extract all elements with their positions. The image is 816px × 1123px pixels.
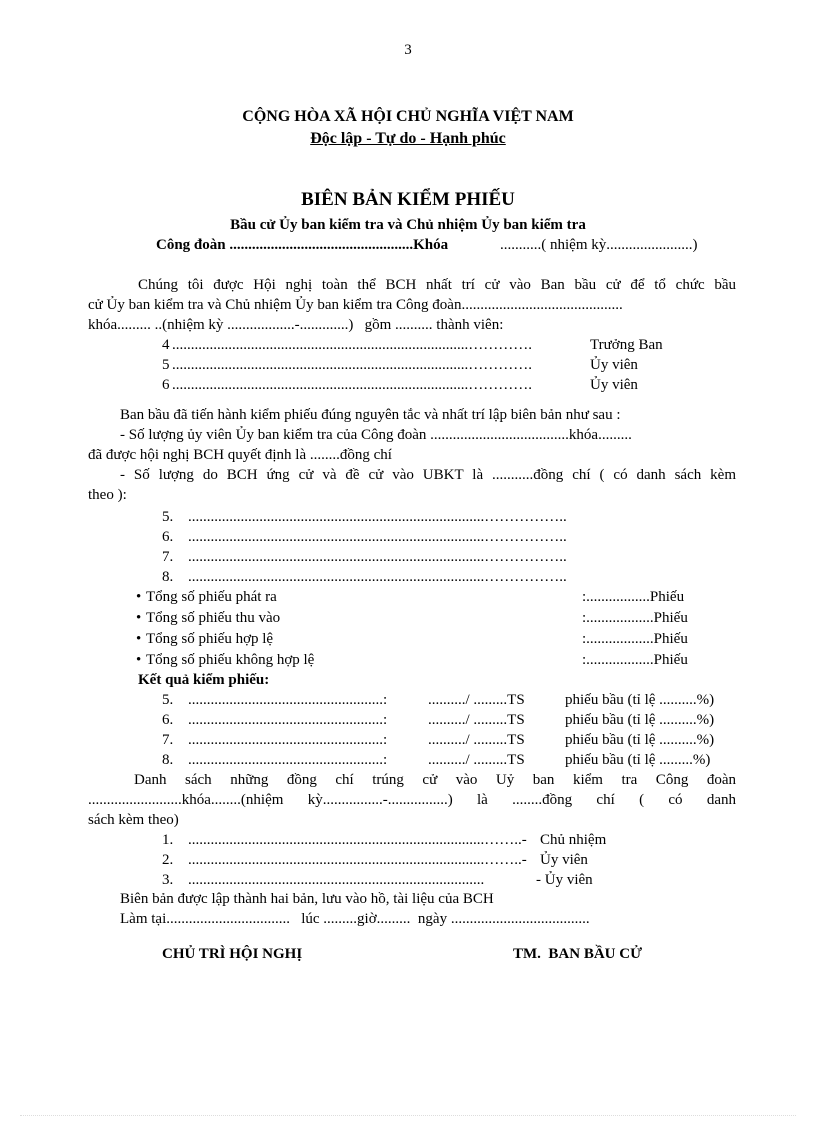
winner-dots: ...............................................................................	[188, 872, 485, 888]
bullet-icon: •	[136, 631, 142, 647]
page-number: 3	[404, 42, 412, 58]
result-number: 5.	[162, 692, 174, 708]
closing-line-1: Biên bản được lập thành hai bản, lưu vào hồ, tài liệu của BCH	[120, 891, 494, 907]
page-bottom-rule	[20, 1115, 796, 1116]
process-line-2: - Số lượng ủy viên Ủy ban kiểm tra của Công đoàn .....................................khóa.........	[120, 427, 632, 443]
nation-header: CỘNG HÒA XÃ HỘI CHỦ NGHĨA VIỆT NAM	[242, 108, 574, 125]
term-line: ...........( nhiệm kỳ.......................)	[500, 237, 698, 253]
result-number: 7.	[162, 732, 174, 748]
union-line: Công đoàn .................................................Khóa	[156, 237, 449, 253]
candidate-dots: ...............................................................................……………..	[188, 529, 567, 545]
member-dots: ...............................................................................………….	[172, 337, 532, 353]
winners-line-1: Danh sách những đồng chí trúng cử vào Uỷ ban kiểm tra Công đoàn	[134, 772, 736, 788]
signature-chair: CHỦ TRÌ HỘI NGHỊ	[162, 946, 303, 962]
document-title: BIÊN BẢN KIỂM PHIẾU	[301, 189, 515, 210]
result-number: 6.	[162, 712, 174, 728]
ballot-label: Tổng số phiếu phát ra	[146, 589, 277, 605]
winners-line-3: sách kèm theo)	[88, 812, 179, 828]
winners-line-2: .........................khóa........(nhiệm kỳ................-................) là ........đồng chí ( có danh	[88, 792, 736, 808]
intro-line-2: cử Ủy ban kiểm tra và Chủ nhiệm Ủy ban kiểm tra Công đoàn...........................................	[88, 297, 623, 313]
candidate-number: 7.	[162, 549, 174, 565]
member-role: Ủy viên	[590, 357, 638, 373]
intro-line-1: Chúng tôi được Hội nghị toàn thể BCH nhất trí cử vào Ban bầu cử để tổ chức bầu	[138, 277, 736, 293]
member-role: Trưởng Ban	[590, 337, 663, 353]
process-line-3: đã được hội nghị BCH quyết định là ........đồng chí	[88, 447, 392, 463]
result-name: ....................................................:	[188, 732, 388, 748]
ballot-label: Tổng số phiếu thu vào	[146, 610, 281, 626]
result-name: ....................................................:	[188, 712, 388, 728]
member-dots: ...............................................................................………….	[172, 357, 532, 373]
signature-election-board: TM. BAN BẦU CỬ	[513, 946, 643, 962]
winner-role: Chủ nhiệm	[540, 832, 607, 848]
candidate-dots: ...............................................................................……………..	[188, 509, 567, 525]
winner-number: 3.	[162, 872, 174, 888]
result-number: 8.	[162, 752, 174, 768]
ballot-label: Tổng số phiếu không hợp lệ	[146, 652, 315, 668]
bullet-icon: •	[136, 652, 142, 668]
winner-number: 2.	[162, 852, 174, 868]
process-line-4: - Số lượng do BCH ứng cử và đề cử vào UBKT là ...........đồng chí ( có danh sách kèm	[120, 467, 736, 483]
motto: Độc lập - Tự do - Hạnh phúc	[310, 130, 506, 147]
result-votes: ........../ .........TS	[428, 752, 525, 768]
ballot-value: :..................Phiếu	[582, 631, 688, 647]
process-line-5: theo ):	[88, 487, 127, 503]
process-line-1: Ban bầu đã tiến hành kiểm phiếu đúng nguyên tắc và nhất trí lập biên bản như sau :	[120, 407, 621, 423]
result-name: ....................................................:	[188, 752, 388, 768]
result-percent: phiếu bầu (tỉ lệ .........%)	[565, 752, 711, 768]
winner-dots: ...............................................................................……..-	[188, 852, 527, 868]
member-number: 5	[162, 357, 170, 373]
bullet-icon: •	[136, 589, 142, 605]
member-number: 6	[162, 377, 170, 393]
document-subtitle: Bầu cử Ủy ban kiểm tra và Chủ nhiệm Ủy ban kiểm tra	[230, 217, 586, 233]
result-percent: phiếu bầu (tỉ lệ ..........%)	[565, 712, 715, 728]
ballot-label: Tổng số phiếu hợp lệ	[146, 631, 274, 647]
ballot-value: :..................Phiếu	[582, 652, 688, 668]
member-number: 4	[162, 337, 170, 353]
result-percent: phiếu bầu (tỉ lệ ..........%)	[565, 732, 715, 748]
closing-line-2: Làm tại................................. lúc .........giờ......... ngày .....................................	[120, 911, 590, 927]
candidate-dots: ...............................................................................……………..	[188, 549, 567, 565]
winner-number: 1.	[162, 832, 174, 848]
ballot-value: :..................Phiếu	[582, 610, 688, 626]
winner-dots: ...............................................................................……..-	[188, 832, 527, 848]
candidate-dots: ...............................................................................……………..	[188, 569, 567, 585]
winner-role: - Ủy viên	[536, 872, 593, 888]
candidate-number: 5.	[162, 509, 174, 525]
result-votes: ........../ .........TS	[428, 692, 525, 708]
intro-line-3: khóa......... ..(nhiệm kỳ ..................-.............) gồm .......... thành viên:	[88, 317, 504, 333]
bullet-icon: •	[136, 610, 142, 626]
member-dots: ...............................................................................………….	[172, 377, 532, 393]
winner-role: Ủy viên	[540, 852, 588, 868]
member-role: Ủy viên	[590, 377, 638, 393]
result-votes: ........../ .........TS	[428, 732, 525, 748]
results-heading: Kết quả kiểm phiếu:	[138, 672, 270, 688]
result-votes: ........../ .........TS	[428, 712, 525, 728]
ballot-value: :.................Phiếu	[582, 589, 685, 605]
candidate-number: 6.	[162, 529, 174, 545]
result-percent: phiếu bầu (tỉ lệ ..........%)	[565, 692, 715, 708]
candidate-number: 8.	[162, 569, 174, 585]
result-name: ....................................................:	[188, 692, 388, 708]
